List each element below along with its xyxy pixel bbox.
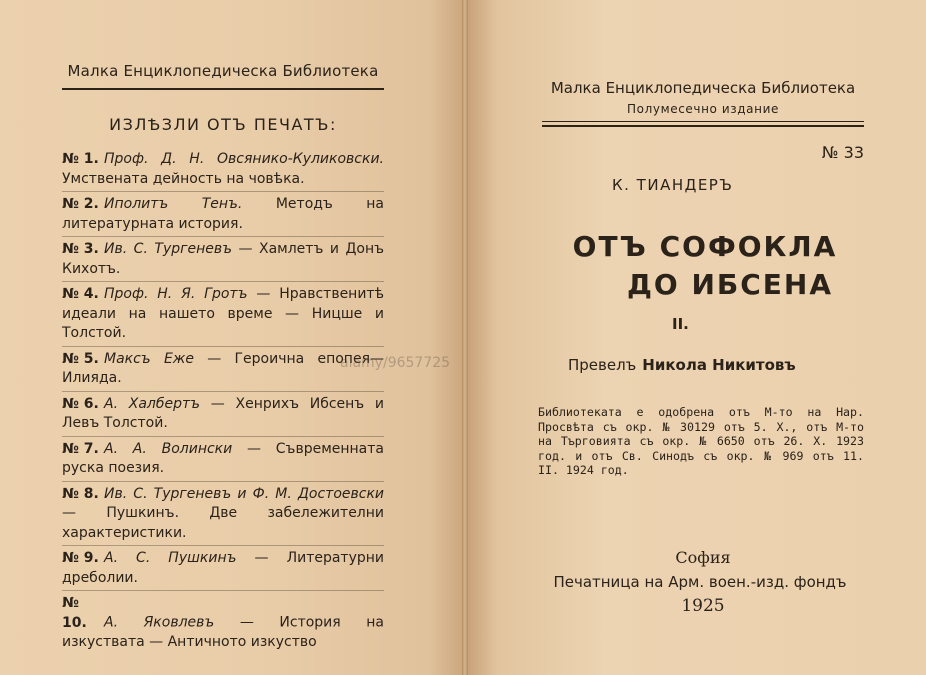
book-list-author: Иполитъ Тенъ. [104, 196, 243, 212]
right-header-rule-bottom [542, 125, 864, 127]
book-list-item [62, 549, 384, 591]
book-list-author: А. Халбертъ — [104, 395, 225, 412]
book-list-item [62, 195, 384, 237]
book-list-title: Литературни дреболии. [62, 550, 385, 586]
book-list-title: Умствената дейность на човѣка. [62, 170, 305, 187]
book-list-item [62, 240, 384, 282]
book-list-item [62, 150, 384, 192]
publication-year: 1925 [681, 596, 725, 616]
edition-subtitle: Полумесечно издание [627, 102, 779, 116]
book-list-title: Хенрихъ Ибсенъ и Левъ Толстой. [62, 395, 384, 431]
translator-credit [568, 356, 868, 374]
issue-number: № 33 [821, 143, 864, 162]
book-list-item [62, 594, 384, 655]
right-series-header: Малка Енциклопедическа Библиотека [550, 79, 856, 97]
watermark: alamy/9657725 [340, 355, 451, 371]
book-list-title: Пушкинъ. Две забележителни характеристики. [62, 505, 385, 541]
book-list-title: Методъ на литературната история. [62, 196, 385, 232]
book-list-title: Хамлетъ и Донъ Кихотъ. [62, 241, 384, 277]
book-list-item [62, 440, 384, 482]
book-number: № 1. [62, 151, 99, 167]
book-number: № 4. [62, 286, 99, 302]
published-heading: ИЗЛѢЗЛИ ОТЪ ПЕЧАТЪ: [109, 115, 337, 134]
book-list-author: А. С. Пушкинъ — [104, 550, 269, 566]
translator-name: Никола Никитовъ [642, 356, 796, 374]
book-list-author: А. А. Волински — [104, 440, 261, 457]
left-series-header: Малка Енциклопедическа Библиотека [67, 62, 379, 80]
book-author: К. ТИАНДЕРЪ [612, 176, 734, 194]
book-list-title: Нравственитѣ идеали на нашето време — Ницше и Толстой. [62, 286, 384, 341]
book-number: № 3. [62, 241, 99, 257]
book-number: № 7. [62, 440, 99, 457]
book-list-item [62, 350, 384, 392]
book-list-author: А. Яковлевъ — [104, 614, 254, 631]
translator-label: Превелъ [568, 356, 637, 374]
book-list-item [62, 395, 384, 437]
left-header-rule [62, 88, 384, 90]
book-number: № 10. [62, 595, 87, 631]
approval-notice: Библиотеката е одобрена отъ М-то на Нар. Просвѣта съ окр. № 30129 отъ 5. Х., отъ М-то на Търговията съ окр. № 6650 отъ 26. Х. 1923 год. и отъ Св. Синодъ съ окр. № 969 отъ 11. II. 1924 год. [538, 405, 864, 477]
book-list-author: Проф. Д. Н. Овсянико-Куликовски. [104, 151, 384, 167]
book-list-item [62, 485, 384, 547]
book-number: № 6. [62, 395, 99, 412]
published-books-list [62, 150, 384, 658]
book-list-author: Проф. Н. Я. Гротъ — [104, 286, 271, 302]
book-list-title: Съвременната руска поезия. [62, 440, 384, 476]
book-title-line-1: ОТЪ СОФОКЛА [572, 230, 838, 263]
right-header-rule-top [542, 121, 864, 122]
book-list-title: Героична епопея—Илияда. [62, 350, 384, 386]
book-number: № 9. [62, 550, 99, 566]
book-number: № 8. [62, 485, 99, 502]
book-number: № 5. [62, 350, 99, 367]
printer-name: Печатница на Арм. воен.-изд. фондъ [553, 573, 847, 591]
publication-city: София [675, 548, 731, 567]
part-number: II. [672, 315, 689, 333]
book-list-author: Максъ Еже — [104, 350, 222, 367]
book-number: № 2. [62, 196, 99, 212]
book-list-title: История на изкуствата — Античното изкуство [62, 614, 384, 650]
book-list-item [62, 285, 384, 347]
book-gutter [462, 0, 468, 675]
book-list-author: Ив. С. Тургеневъ и Ф. М. Достоевски — [62, 485, 384, 521]
book-list-author: Ив. С. Тургеневъ — [104, 241, 253, 257]
book-title-line-2: ДО ИБСЕНА [626, 268, 834, 301]
